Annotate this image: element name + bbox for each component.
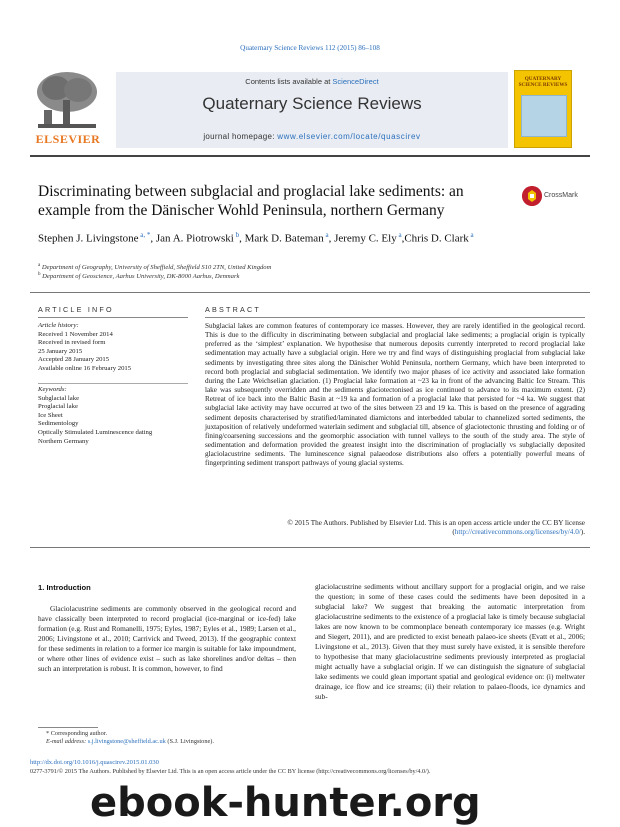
body-paragraph: Glaciolacustrine sediments are commonly observed in the geological record and have classically been interpreted to record proglacial (ice-marginal or ice-fed) lake formation (e.g. Rust and Romanelli, 1975; Eyles, 1987; Eyles et al., 1989; Larsen et al., 2006; Livingstone et al., 2010; Carrivick and Tweed, 2013). If the geographic context for these sediments in relation to a former ice margin is suitable for lake impoundment, or where other lines of evidence exist – such as lake shorelines and/or deltas – then such an interpretation is robust. It is common, however, to find — [38, 604, 296, 673]
email-link[interactable]: s.j.livingstone@sheffield.ac.uk — [87, 738, 166, 746]
history-item: Available online 16 February 2015 — [38, 364, 132, 372]
masthead-banner — [116, 72, 508, 148]
author-separator: , — [401, 232, 405, 245]
journal-reference[interactable]: Quaternary Science Reviews 112 (2015) 86–108 — [240, 44, 380, 52]
keyword-item: Proglacial lake — [38, 403, 78, 411]
abstract-rule — [205, 317, 585, 318]
crossmark-icon — [522, 186, 542, 206]
header-divider — [30, 292, 590, 293]
doi-link[interactable]: http://dx.doi.org/10.1016/j.quascirev.2015.01.030 — [30, 759, 159, 766]
email-suffix: (S.J. Livingstone). — [165, 738, 214, 746]
elsevier-wordmark: ELSEVIER — [35, 132, 101, 146]
license-suffix: ). — [580, 528, 585, 537]
journal-masthead — [30, 70, 590, 150]
license-prefix: © 2015 The Authors. Published by Elsevier Ltd. This is an open access article under the CC BY license ( — [287, 519, 585, 537]
footnote — [38, 730, 296, 747]
history-item: 25 January 2015 — [38, 347, 83, 355]
homepage-prefix: journal homepage: — [203, 132, 278, 141]
corresponding-author-note: * Corresponding author. — [46, 730, 108, 737]
contents-line — [116, 77, 508, 86]
affiliation-text: Department of Geography, University of Sheffield, Sheffield S10 2TN, United Kingdom — [41, 264, 272, 272]
author-name[interactable]: Mark D. Bateman — [244, 232, 324, 245]
abstract-heading: ABSTRACT — [205, 305, 261, 314]
section-heading: 1. Introduction — [38, 583, 91, 592]
email-line — [38, 738, 296, 746]
contents-prefix: Contents lists available at — [245, 77, 333, 86]
footnote-rule — [38, 727, 98, 728]
author-affiliation-marker[interactable]: a — [323, 231, 329, 239]
author-name[interactable]: Chris D. Clark — [404, 232, 469, 245]
author-name[interactable]: Stephen J. Livingstone — [38, 232, 139, 245]
author-name[interactable]: Jeremy C. Ely — [334, 232, 397, 245]
history-item: Received in revised form — [38, 339, 106, 346]
history-item: Received 1 November 2014 — [38, 330, 113, 338]
issn-line: 0277-3791/© 2015 The Authors. Published by Elsevier Ltd. This is an open access article under the CC BY license (http://creativecommons.org/licenses/by/4.0/). — [30, 768, 431, 775]
email-label: E-mail address: — [46, 738, 88, 746]
body-column-left — [38, 604, 296, 674]
abstract-divider — [30, 547, 590, 548]
author-affiliation-marker[interactable]: a — [468, 231, 474, 239]
author-affiliation-marker[interactable]: a, * — [138, 231, 151, 239]
abstract-text: Subglacial lakes are common features of contemporary ice masses. However, they are rarely identified in the geological record. This is due to the difficulty in discriminating between subglacial and proglacial lake sediments; a proglacial origin is typically preferred as the ‘simplest’ explanation. We hypothesise that numerous deposits currently interpreted to record proglacial lake sedimentation may actually have a subglacial origin. Here we try and find ways of distinguishing proglacial from subglacial lake sediments by investigating three sites along the Dänischer Wohld Peninsula, northern Germany, which have been interpreted to record both proglacial and subglacial sedimentation. We identify two major phases of ice activity and associated lake formation during the Late Weichselian glaciation. (1) Proglacial lake formation at ~23 ka in front of the advancing Baltic Ice Stream. This lake was subsequently overridden and the sediments glaciotectonised as ice continued to advance to its maximum extent. (2) Retreat of ice back into the Baltic Basin at ~19 ka and formation of a proglacial lake that persisted for ~4 ka. We suggest that subglacial lake activity may have occurred at two of the sites between 23 and 19 ka. This is based on the presence of aggrading sediment deposits characterised by stratified/laminated diamictons and interbedded tabular to channelized sorted sediments, the juxtaposition of relatively undeformed waterlain sediment and subglacial till, absence of glaciotectonic thrusting and folding or of fining/coarsening successions and the geomorphic association with tunnel valleys to the south of the study area. The style of sedimentation and deformation provided the greatest insight into the discrimination of proglacially vs subglacially deposited glaciolacustrine sediments. The luminescence signal palaeodose distributions also offers a potentially powerful means of fingerprinting sediment transport pathways of young glacial systems. — [205, 322, 585, 468]
affiliation-marker: a — [38, 263, 41, 268]
elsevier-tree-icon — [32, 70, 102, 132]
author-separator: , — [150, 232, 156, 245]
license-link[interactable]: http://creativecommons.org/licenses/by/4.0/ — [454, 528, 581, 537]
affiliation-marker: b — [38, 272, 41, 277]
elsevier-logo[interactable] — [30, 70, 104, 148]
journal-cover-thumbnail[interactable] — [514, 70, 572, 148]
keyword-item: Subglacial lake — [38, 394, 80, 402]
keyword-item: Northern Germany — [38, 437, 89, 445]
article-info-heading: ARTICLE INFO — [38, 305, 114, 314]
affiliation-b — [38, 271, 578, 282]
keyword-item: Sedimentology — [38, 420, 79, 428]
masthead-divider — [30, 155, 590, 157]
article-history — [38, 322, 188, 373]
body-column-right — [315, 582, 585, 702]
keyword-item: Optically Stimulated Luminescence dating — [38, 428, 153, 436]
author-separator: , — [239, 232, 245, 245]
keywords-label: Keywords: — [38, 386, 67, 393]
article-title: Discriminating between subglacial and proglacial lake sediments: an example from the Dänischer Wohld Peninsula, northern Germany — [38, 183, 464, 219]
keyword-item: Ice Sheet — [38, 411, 63, 419]
cover-image — [521, 95, 567, 137]
keywords-list — [38, 386, 198, 446]
author-separator: , — [328, 232, 335, 245]
crossmark-badge[interactable] — [522, 186, 592, 208]
homepage-link[interactable]: www.elsevier.com/locate/quascirev — [277, 132, 421, 141]
author-name[interactable]: Jan A. Piotrowski — [155, 232, 234, 245]
affiliation-text: Department of Geoscience, Aarhus University, DK-8000 Aarhus, Denmark — [42, 273, 240, 281]
history-item: Accepted 28 January 2015 — [38, 356, 110, 363]
watermark: ebook-hunter.org — [90, 780, 481, 826]
history-label: Article history: — [38, 322, 79, 329]
author-list — [38, 228, 578, 246]
license-statement — [205, 519, 585, 537]
journal-title: Quaternary Science Reviews — [202, 94, 422, 113]
cover-title: QUATERNARY SCIENCE REVIEWS — [518, 76, 568, 88]
body-paragraph: glaciolacustrine sediments without ancillary support for a proglacial origin, and we raise the question; in some of these cases could the sediments have been deposited in a subglacial lake? We suggest that breaking the automatic interpretation from glaciolacustrine sediments to the existence of a proglacial lake is timely because subglacial lakes are now known to be commonplace beneath contemporary ice masses (e.g. Wright and Siegert, 2011), and are predicted to exist beneath palaeo-ice sheets (Evatt et al., 2006; Livingstone et al., 2013). Given that they must surely have existed, it is sensible therefore to hypothesise that many glaciolacustrine sediments previously interpreted as proglacial might actually have a subglacial origin. If we can distinguish the signature of subglacial lake sediments we could glean important spatial and geological evidence on: (i) meltwater drainage, ice flow and ice streams; (ii) their relation to palaeo-floods, ice dynamics and sub- — [315, 582, 585, 701]
sciencedirect-link[interactable]: ScienceDirect — [332, 77, 379, 86]
journal-homepage — [116, 132, 508, 141]
article-info-rule — [38, 317, 188, 318]
crossmark-label: CrossMark — [544, 192, 578, 199]
keywords-rule — [38, 383, 188, 384]
author-affiliation-marker[interactable]: a — [396, 231, 402, 239]
author-affiliation-marker[interactable]: b — [233, 231, 240, 239]
